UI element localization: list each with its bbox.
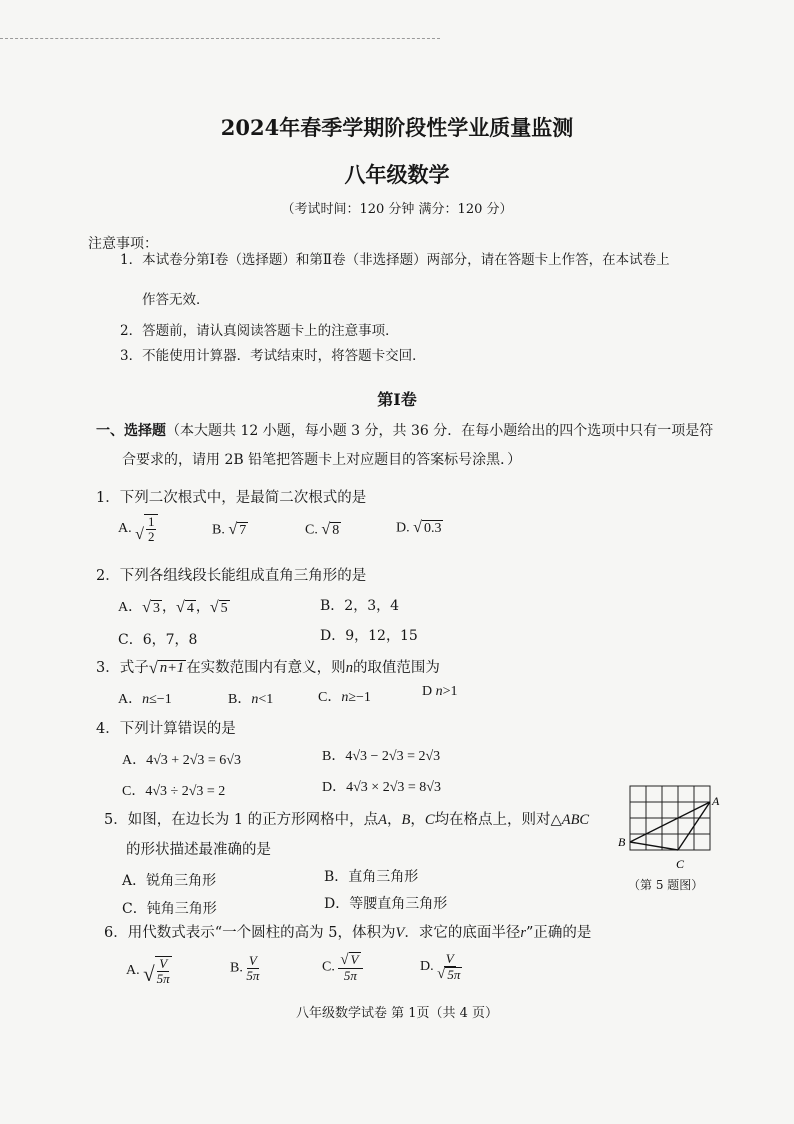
question-4-stem: 4．下列计算错误的是 [96, 721, 236, 737]
section-heading [96, 420, 713, 440]
volume-heading: 第Ⅰ卷 [377, 390, 417, 409]
exam-title: 2024年春季学期阶段性学业质量监测 [220, 115, 574, 140]
question-5-stem: 5．如图，在边长为 1 的正方形网格中，点A，B，C均在格点上，则对△ABC [104, 812, 590, 828]
question-5-figure [612, 780, 722, 876]
question-3-option-b: B．n<1 [228, 692, 274, 707]
question-4-option-d: D．4√3 × 2√3 = 8√3 [322, 780, 441, 795]
question-4-option-a: A．4√3 + 2√3 = 6√3 [122, 753, 241, 768]
question-6-option-b: B. $\frac{V}{5\pi}$ [230, 953, 260, 983]
question-2-option-a: A． √ 3 ， √ 4 ， √ 5 [118, 598, 228, 616]
question-1-option-d: D. √ 0.3 [396, 519, 442, 537]
question-6-stem: 6．用代数式表示“一个圆柱的高为 5，体积为V．求它的底面半径r”正确的是 [104, 925, 592, 941]
triangle-abc [630, 802, 710, 850]
question-5-stem-2: 的形状描述最准确的是 [126, 842, 271, 858]
point-a-label: A [712, 794, 720, 808]
question-3-option-a: A．n≤−1 [118, 692, 172, 707]
grid [630, 786, 710, 850]
question-5-option-c: C．钝角三角形 [122, 901, 217, 917]
exam-info: （考试时间：120 分钟 满分：120 分） [281, 202, 513, 217]
question-5-option-d: D．等腰直角三角形 [324, 896, 448, 912]
question-6-option-d: D. V √ 5π [420, 951, 461, 982]
question-3-option-d: D n>1 [422, 684, 458, 699]
note-item: 1．本试卷分第Ⅰ卷（选择题）和第Ⅱ卷（非选择题）两部分，请在答题卡上作答，在本试卷上 [120, 252, 670, 268]
question-4-option-c: C．4√3 ÷ 2√3 = 2 [122, 784, 226, 799]
question-3-option-c: C．n≥−1 [318, 690, 371, 705]
question-5-option-b: B．直角三角形 [324, 869, 419, 885]
point-c-label: C [676, 857, 685, 871]
question-6-option-a: A. √ $\frac{V}{5\pi}$ [126, 956, 170, 987]
point-b-label: B [618, 835, 626, 849]
question-1-stem: 1．下列二次根式中，是最简二次根式的是 [96, 490, 367, 506]
question-1-option-a: A. √ $\frac{1}{2}$ [118, 514, 158, 543]
section-desc: （本大题共 12 小题，每小题 3 分，共 36 分．在每小题给出的四个选项中只有一项是符 [166, 423, 714, 439]
question-5-option-a: A．锐角三角形 [122, 873, 217, 889]
question-1-option-b: B. √ 7 [212, 521, 247, 539]
question-4-option-b: B．4√3 − 2√3 = 2√3 [322, 749, 441, 764]
question-1-option-c: C. √ 8 [305, 521, 340, 539]
figure-caption: （第 5 题图） [628, 878, 704, 892]
section-desc-2: 合要求的，请用 2B 铅笔把答题卡上对应题目的答案标号涂黑．） [122, 452, 522, 468]
page-footer: 八年级数学试卷 第 1页（共 4 页） [295, 1006, 499, 1021]
question-2-stem: 2．下列各组线段长能组成直角三角形的是 [96, 568, 367, 584]
exam-subtitle: 八年级数学 [344, 162, 450, 187]
question-2-option-d: D．9，12，15 [320, 628, 418, 644]
question-2-option-c: C．6，7，8 [118, 632, 198, 648]
section-label: 一、选择题 [96, 423, 166, 439]
top-dashed-line [0, 38, 440, 39]
note-item: 3．不能使用计算器．考试结束时，将答题卡交回． [120, 348, 426, 364]
question-6-option-c: C. √ V 5π [322, 952, 363, 982]
note-item: 2．答题前，请认真阅读答题卡上的注意事项． [120, 323, 399, 339]
question-3-stem: 3．式子 √ n+1 在实数范围内有意义，则n的取值范围为 [96, 657, 440, 677]
note-item: 作答无效． [142, 292, 210, 308]
question-2-option-b: B．2，3，4 [320, 598, 400, 614]
notes-heading: 注意事项： [88, 236, 158, 252]
